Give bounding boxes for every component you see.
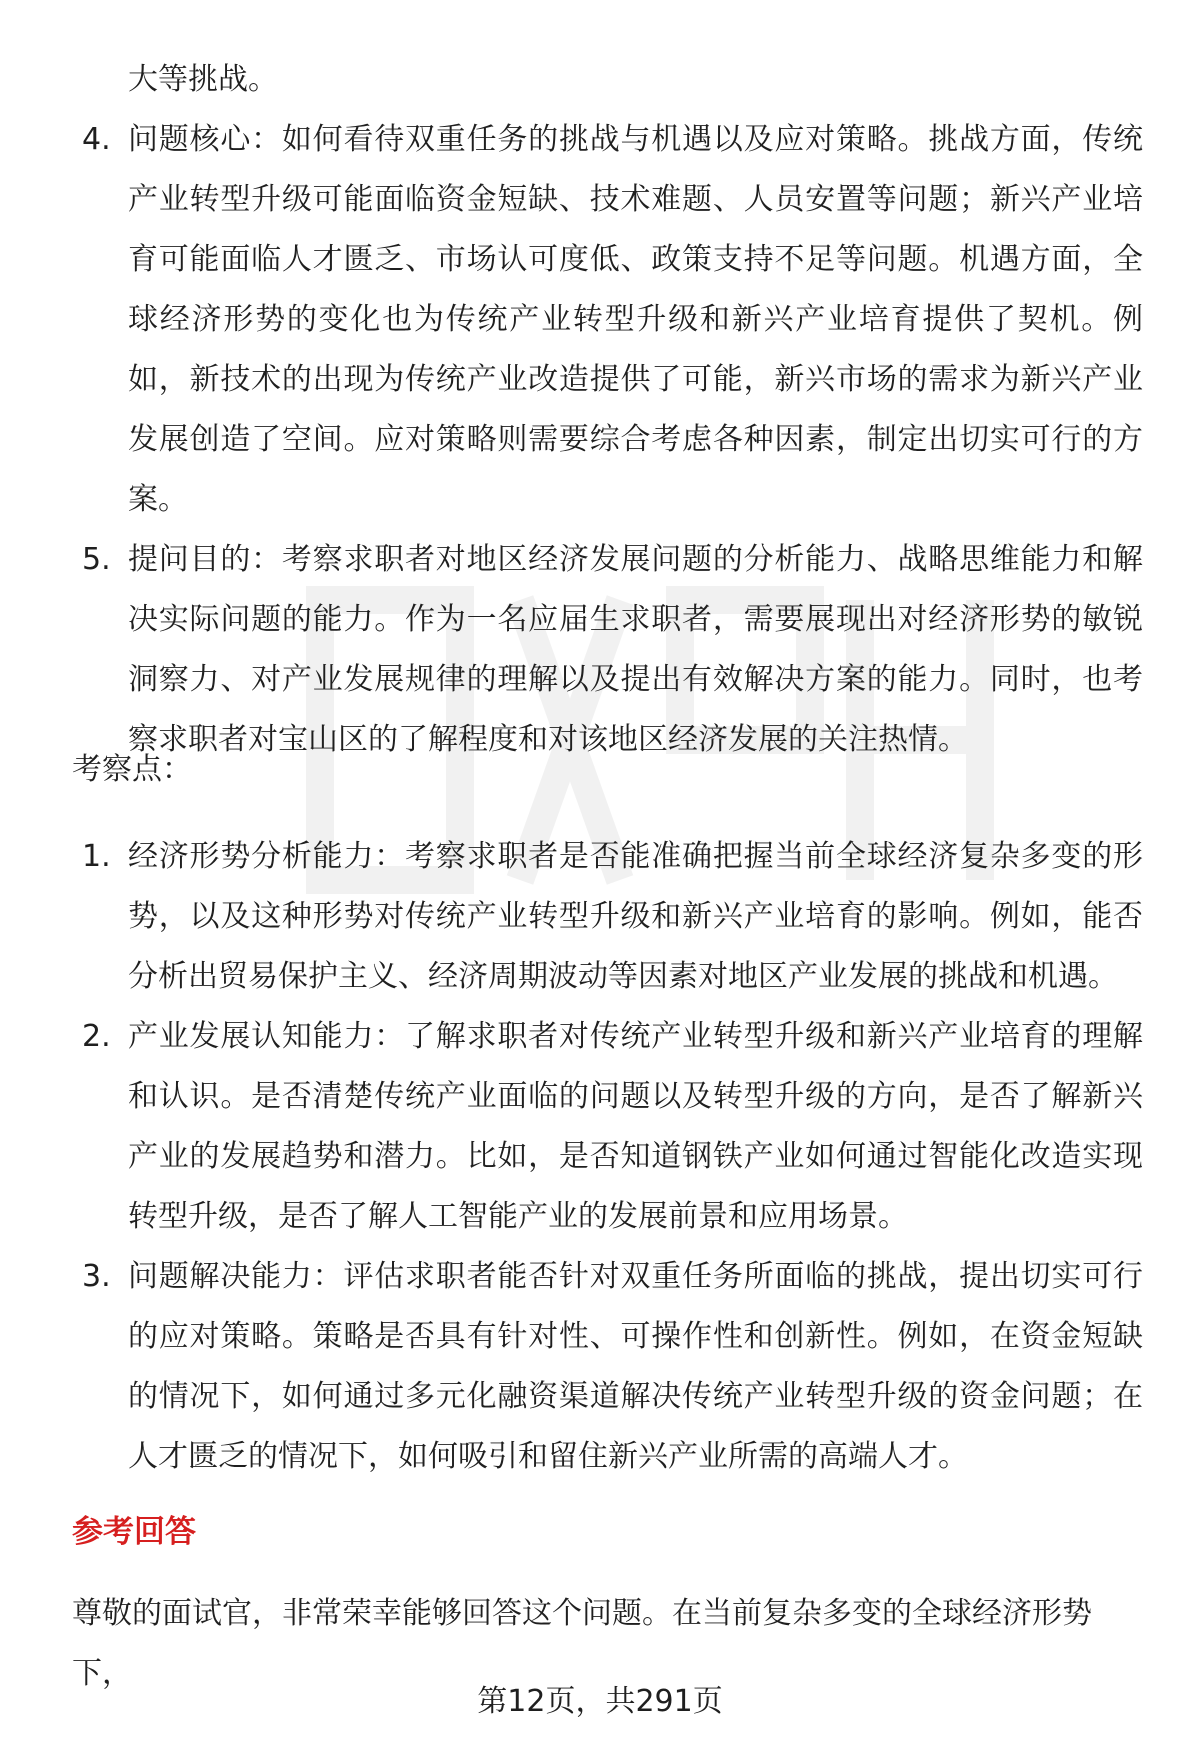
list-item (82, 827, 1143, 1007)
list-item-text: 产业发展认知能力：了解求职者对传统产业转型升级和新兴产业培育的理解和认识。是否清楚传统产业面临的问题以及转型升级的方向，是否了解新兴产业的发展趋势和潜力。比如，是否知道钢铁产业如何通过智能化改造实现转型升级，是否了解人工智能产业的发展前景和应用场景。 (128, 1019, 1143, 1234)
list-item (82, 1007, 1143, 1247)
list-item-text: 经济形势分析能力：考察求职者是否能准确把握当前全球经济复杂多变的形势，以及这种形势对传统产业转型升级和新兴产业培育的影响。例如，能否分析出贸易保护主义、经济周期波动等因素对地区产业发展的挑战和机遇。 (128, 839, 1143, 994)
list-item-number: 1. (82, 839, 111, 874)
list-item-number: 5. (82, 542, 111, 577)
list-item-text: 问题解决能力：评估求职者能否针对双重任务所面临的挑战，提出切实可行的应对策略。策略是否具有针对性、可操作性和创新性。例如，在资金短缺的情况下，如何通过多元化融资渠道解决传统产业转型升级的资金问题；在人才匮乏的情况下，如何吸引和留住新兴产业所需的高端人才。 (128, 1259, 1143, 1474)
list-item-number: 3. (82, 1259, 111, 1294)
list-item-text: 问题核心：如何看待双重任务的挑战与机遇以及应对策略。挑战方面，传统产业转型升级可能面临资金短缺、技术难题、人员安置等问题；新兴产业培育可能面临人才匮乏、市场认可度低、政策支持不足等问题。机遇方面，全球经济形势的变化也为传统产业转型升级和新兴产业培育提供了契机。例如，新技术的出现为传统产业改造提供了可能，新兴市场的需求为新兴产业发展创造了空间。应对策略则需要综合考虑各种因素，制定出切实可行的方案。 (128, 122, 1143, 517)
list-item (82, 110, 1143, 530)
question-analysis-list (82, 110, 1143, 770)
list-item (82, 530, 1143, 770)
reference-answer-heading: 参考回答 (72, 1514, 196, 1550)
assessment-points-list (82, 827, 1143, 1487)
answer-intro-text: 尊敬的面试官，非常荣幸能够回答这个问题。在当前复杂多变的全球经济形势下， (72, 1596, 1092, 1691)
list-item-number: 2. (82, 1019, 111, 1054)
list-item-number: 4. (82, 122, 111, 157)
continuation-text: 大等挑战。 (128, 62, 278, 97)
section-label: 考察点： (72, 752, 192, 787)
list-item-text: 提问目的：考察求职者对地区经济发展问题的分析能力、战略思维能力和解决实际问题的能力。作为一名应届生求职者，需要展现出对经济形势的敏锐洞察力、对产业发展规律的理解以及提出有效解决方案的能力。同时，也考察求职者对宝山区的了解程度和对该地区经济发展的关注热情。 (128, 542, 1143, 757)
list-item (82, 1247, 1143, 1487)
page-number-footer: 第12页，共291页 (477, 1684, 723, 1719)
